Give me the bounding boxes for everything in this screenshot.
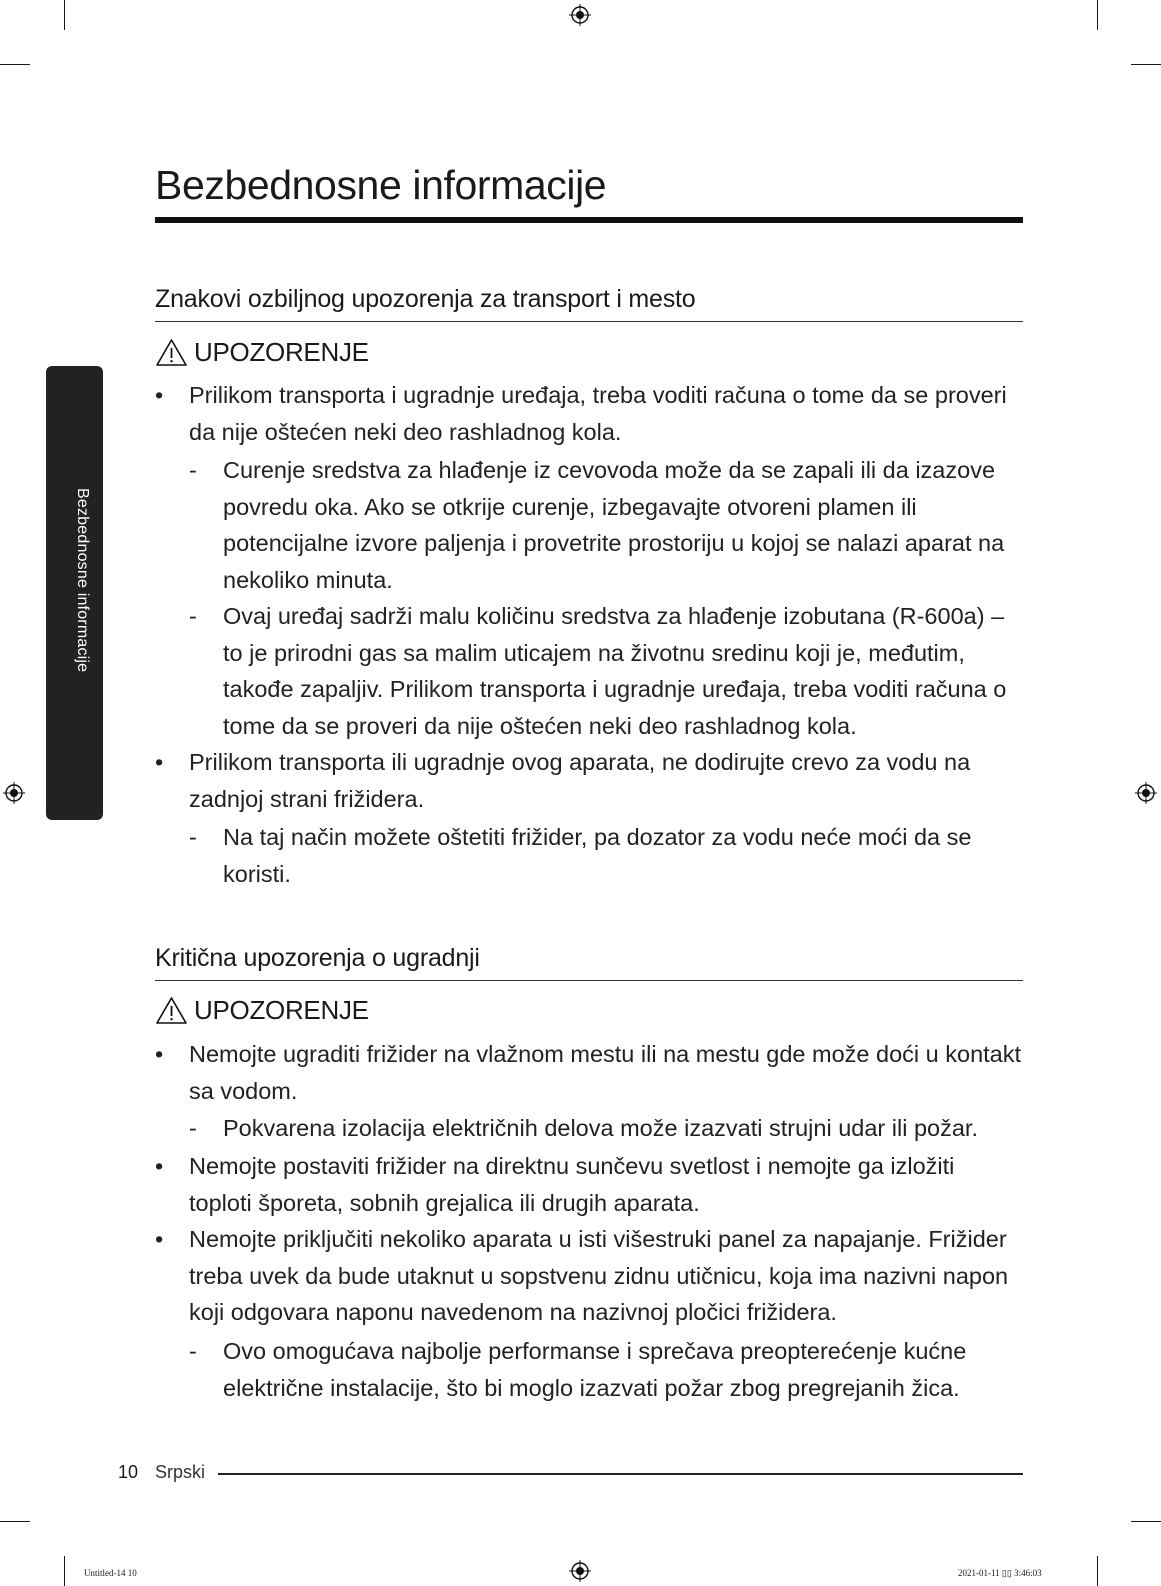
warning-heading: [155, 995, 369, 1026]
crop-mark: [1131, 1521, 1161, 1522]
list-item-text: Nemojte postaviti frižider na direktnu sunčevu svetlost i nemojte ga izložiti toploti šporeta, sobnih grejalica ili drugih aparata.: [189, 1153, 955, 1216]
list-item-text: Prilikom transporta i ugradnje uređaja, treba voditi računa o tome da se proveri da nije oštećen neki deo rashladnog kola.: [189, 382, 1007, 445]
page-number: 10: [118, 1462, 139, 1482]
dash-glyph: -: [189, 457, 197, 483]
crop-mark: [0, 64, 30, 65]
page-title: Bezbednosne informacije: [155, 162, 607, 208]
bullet-glyph: •: [155, 749, 164, 775]
title-rule: [155, 217, 1023, 223]
crop-mark: [1097, 0, 1098, 30]
sub-list-item-text: Ovaj uređaj sadrži malu količinu sredstva za hlađenje izobutana (R-600a) – to je prirodni gas sa malim uticajem na životnu sredinu koji je, međutim, takođe zapaljiv. Prilikom transporta i ugradnje uređaja, treba voditi računa o tome da se proveri da nije oštećen neki deo rashladnog kola.: [223, 603, 1007, 739]
sub-list-item-text: Ovo omogućava najbolje performanse i sprečava preopterećenje kućne električne instalacije, što bi moglo izazvati požar zbog pregrejanih žica.: [223, 1338, 967, 1401]
registration-mark-icon: [3, 782, 25, 804]
list-item-text: Prilikom transporta ili ugradnje ovog aparata, ne dodirujte crevo za vodu na zadnjoj strani frižidera.: [189, 749, 971, 812]
registration-mark-icon: [569, 1560, 591, 1582]
crop-mark: [64, 0, 65, 30]
bullet-glyph: •: [155, 1153, 164, 1179]
crop-mark: [1131, 64, 1161, 65]
crop-mark: [1097, 1556, 1098, 1586]
warning-triangle-icon: [155, 996, 188, 1025]
section-rule: [155, 980, 1023, 981]
section-title: Kritična upozorenja o ugradnji: [155, 944, 480, 972]
dash-glyph: -: [189, 1115, 197, 1141]
footer-rule: [218, 1473, 1023, 1475]
list-item-text: Nemojte priključiti nekoliko aparata u isti višestruki panel za napajanje. Frižider treba uvek da bude utaknut u sopstvenu zidnu utičnicu, koja ima nazivni napon koji odgovara naponu navedenom na nazivnoj pločici frižidera.: [189, 1226, 1009, 1325]
dash-glyph: -: [189, 1338, 197, 1364]
list-item-text: Nemojte ugraditi frižider na vlažnom mestu ili na mestu gde može doći u kontakt sa vodom.: [189, 1041, 1022, 1104]
bullet-glyph: •: [155, 1226, 164, 1252]
sub-list-item-text: Na taj način možete oštetiti frižider, pa dozator za vodu neće moći da se koristi.: [223, 824, 972, 887]
dash-glyph: -: [189, 603, 197, 629]
print-info-left: Untitled-14 10: [84, 1568, 137, 1578]
warning-triangle-icon: [155, 338, 188, 367]
section-title: Znakovi ozbiljnog upozorenja za transport i mesto: [155, 285, 696, 313]
footer-language: Srpski: [155, 1462, 206, 1482]
print-info-right: 2021-01-11 ▯▯ 3:46:03: [958, 1568, 1042, 1578]
dash-glyph: -: [189, 824, 197, 850]
crop-mark: [64, 1556, 65, 1586]
registration-mark-icon: [1135, 782, 1157, 804]
sub-list-item-text: Curenje sredstva za hlađenje iz cevovoda može da se zapali ili da izazove povredu oka. Ako se otkrije curenje, izbegavajte otvoreni plamen ili potencijalne izvore paljenja i provetrite prostoriju u kojoj se nalazi aparat na nekoliko minuta.: [223, 457, 1005, 593]
sub-list-item-text: Pokvarena izolacija električnih delova može izazvati strujni udar ili požar.: [223, 1115, 978, 1141]
bullet-glyph: •: [155, 382, 164, 408]
side-tab-label: Bezbednosne informacije: [74, 488, 91, 673]
warning-label: UPOZORENJE: [194, 337, 369, 367]
section-rule: [155, 321, 1023, 322]
crop-mark: [0, 1521, 30, 1522]
registration-mark-icon: [569, 4, 591, 26]
warning-heading: [155, 337, 369, 368]
warning-label: UPOZORENJE: [194, 995, 369, 1025]
bullet-glyph: •: [155, 1041, 164, 1067]
